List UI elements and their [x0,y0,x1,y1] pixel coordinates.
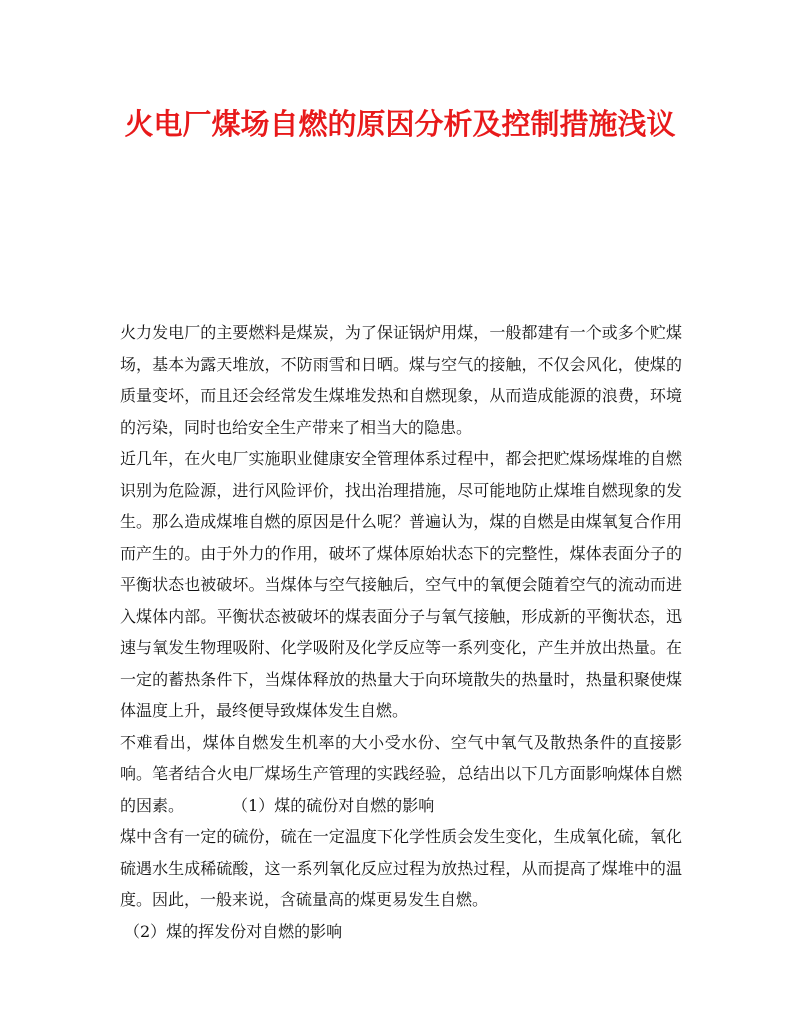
paragraph-cause: 近几年，在火电厂实施职业健康安全管理体系过程中，都会把贮煤场煤堆的自燃识别为危险源，进行风险评价，找出治理措施，尽可能地防止煤堆自燃现象的发生。那么造成煤堆自燃的原因是什么呢？普遍认为，煤的自燃是由煤氧复合作用而产生的。由于外力的作用，破坏了煤体原始状态下的完整性，煤体表面分子的平衡状态也被破坏。当煤体与空气接触后，空气中的氧便会随着空气的流动而进入煤体内部。平衡状态被破坏的煤表面分子与氧气接触，形成新的平衡状态，迅速与氧发生物理吸附、化学吸附及化学反应等一系列变化，产生并放出热量。在一定的蓄热条件下，当煤体释放的热量大于向环境散失的热量时，热量积聚使煤体温度上升，最终便导致煤体发生自燃。 [120,449,682,720]
paragraph-factors-text: 不难看出，煤体自燃发生机率的大小受水份、空气中氧气及散热条件的直接影响。笔者结合火电厂煤场生产管理的实践经验，总结出以下几方面影响煤体自燃的因素。 [120,732,682,815]
section-heading-sulfur: （1）煤的硫份对自燃的影响 [232,795,435,815]
paragraph-factors [120,727,682,822]
paragraph-intro: 火力发电厂的主要燃料是煤炭，为了保证锅炉用煤，一般都建有一个或多个贮煤场，基本为露天堆放，不防雨雪和日晒。煤与空气的接触，不仅会风化，使煤的质量变坏，而且还会经常发生煤堆发热和自燃现象，从而造成能源的浪费，环境的污染，同时也给安全生产带来了相当大的隐患。 [120,323,682,437]
section-heading-volatile: （2）煤的挥发份对自燃的影响 [124,921,343,941]
document-title: 火电厂煤场自燃的原因分析及控制措施浅议 [124,107,676,141]
document-body [120,317,682,947]
paragraph-sulfur: 煤中含有一定的硫份，硫在一定温度下化学性质会发生变化，生成氧化硫，氧化硫遇水生成稀硫酸，这一系列氧化反应过程为放热过程，从而提高了煤堆中的温度。因此，一般来说，含硫量高的煤更易发生自燃。 [120,827,682,909]
